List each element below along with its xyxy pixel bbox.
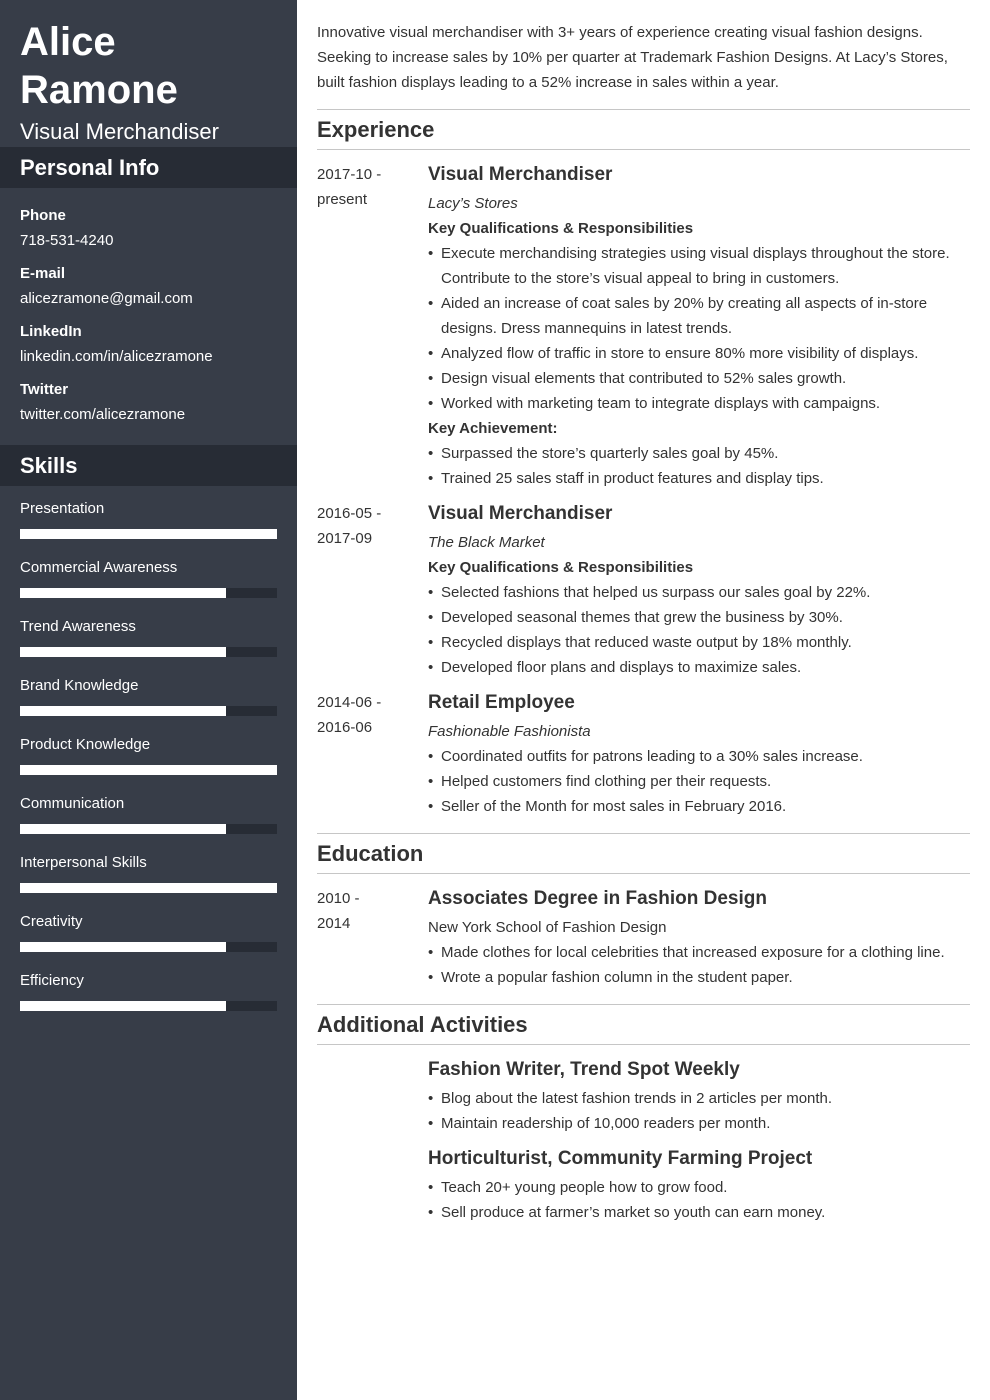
list-item: • Coordinated outfits for patrons leading to a 30% sales increase.	[428, 744, 970, 769]
candidate-first-name: Alice	[20, 20, 116, 64]
skill-bar	[20, 824, 277, 834]
skill-name: Commercial Awareness	[20, 559, 178, 576]
entry-content	[428, 162, 970, 491]
skill-bar	[20, 706, 277, 716]
list-item: • Surpassed the store’s quarterly sales goal by 45%.	[428, 441, 970, 466]
list-item: • Helped customers find clothing per their requests.	[428, 769, 970, 794]
entry-content	[428, 1057, 970, 1136]
skill-bar-fill	[20, 529, 277, 539]
list-item: • Analyzed flow of traffic in store to ensure 80% more visibility of displays.	[428, 341, 970, 366]
skill-bar-fill	[20, 1001, 226, 1011]
skill-item	[20, 732, 277, 791]
degree-title: Associates Degree in Fashion Design	[428, 888, 767, 909]
skill-bar-fill	[20, 942, 226, 952]
skill-bar	[20, 765, 277, 775]
phone-label: Phone	[20, 207, 66, 224]
responsibility-list	[428, 744, 970, 819]
personal-info-heading: Personal Info	[0, 147, 297, 188]
entry-date	[317, 690, 428, 819]
skill-item	[20, 850, 277, 909]
list-item: • Blog about the latest fashion trends in 2 articles per month.	[428, 1086, 970, 1111]
activity-list	[428, 1086, 970, 1136]
job-role: Retail Employee	[428, 692, 575, 713]
experience-entry	[317, 501, 970, 680]
skill-bar-fill	[20, 883, 277, 893]
candidate-title: Visual Merchandiser	[20, 119, 219, 144]
experience-entry	[317, 690, 970, 819]
linkedin-value[interactable]: linkedin.com/in/alicezramone	[20, 348, 213, 365]
skill-name: Brand Knowledge	[20, 677, 139, 694]
responsibility-list	[428, 241, 970, 416]
list-item: • Wrote a popular fashion column in the student paper.	[428, 965, 970, 990]
list-item: • Maintain readership of 10,000 readers per month.	[428, 1111, 970, 1136]
skill-bar-fill	[20, 706, 226, 716]
skill-bar-fill	[20, 824, 226, 834]
education-list	[428, 940, 970, 990]
personal-info-list	[0, 188, 297, 445]
skill-item	[20, 791, 277, 850]
email-value[interactable]: alicezramone@gmail.com	[20, 290, 193, 307]
date-end: 2016-06	[317, 719, 373, 736]
qualifications-heading: Key Qualifications & Responsibilities	[428, 559, 694, 576]
skill-item	[20, 968, 277, 1027]
activity-entry	[317, 1057, 970, 1136]
list-item: • Teach 20+ young people how to grow food.	[428, 1175, 970, 1200]
skill-item	[20, 555, 277, 614]
entry-content	[428, 886, 970, 990]
date-start: 2017-10 -	[317, 166, 382, 183]
list-item: • Made clothes for local celebrities that increased exposure for a clothing line.	[428, 940, 970, 965]
skill-bar	[20, 647, 277, 657]
skills-heading: Skills	[0, 445, 297, 486]
responsibility-list	[428, 580, 970, 680]
entry-content	[428, 690, 970, 819]
experience-entry	[317, 162, 970, 491]
sidebar	[0, 0, 297, 1400]
job-company: The Black Market	[428, 534, 545, 551]
skill-bar	[20, 529, 277, 539]
date-end: present	[317, 191, 368, 208]
list-item: • Selected fashions that helped us surpass our sales goal by 22%.	[428, 580, 970, 605]
activities-heading: Additional Activities	[317, 1004, 970, 1045]
profile-summary: Innovative visual merchandiser with 3+ years of experience creating visual fashion designs. Seeking to increase sales by 10% per quarter at Trademark Fashion Designs. At Lacy’s Stores, built fashion displays leading to a 52% increase in sales within a year.	[317, 24, 948, 91]
skill-name: Interpersonal Skills	[20, 854, 147, 871]
skill-name: Creativity	[20, 913, 83, 930]
activity-list	[428, 1175, 970, 1225]
skill-item	[20, 909, 277, 968]
education-entry	[317, 886, 970, 990]
entry-date	[317, 501, 428, 680]
activity-title: Horticulturist, Community Farming Project	[428, 1148, 813, 1169]
skill-name: Efficiency	[20, 972, 84, 989]
achievement-heading: Key Achievement:	[428, 420, 558, 437]
job-company: Fashionable Fashionista	[428, 723, 591, 740]
skill-name: Communication	[20, 795, 125, 812]
entry-date	[317, 886, 428, 990]
skill-bar-fill	[20, 588, 226, 598]
skill-bar	[20, 588, 277, 598]
skill-bar	[20, 1001, 277, 1011]
candidate-last-name: Ramone	[20, 68, 178, 112]
skill-item	[20, 614, 277, 673]
list-item: • Design visual elements that contributed to 52% sales growth.	[428, 366, 970, 391]
list-item: • Aided an increase of coat sales by 20% by creating all aspects of in-store designs. Dress mannequins in latest trends.	[428, 291, 970, 341]
skill-bar-fill	[20, 765, 277, 775]
twitter-label: Twitter	[20, 381, 69, 398]
entry-date	[317, 162, 428, 491]
skill-name: Trend Awareness	[20, 618, 136, 635]
date-start: 2010 -	[317, 890, 360, 907]
skill-bar-fill	[20, 647, 226, 657]
date-start: 2016-05 -	[317, 505, 382, 522]
linkedin-label: LinkedIn	[20, 323, 82, 340]
job-role: Visual Merchandiser	[428, 164, 613, 185]
skill-bar	[20, 942, 277, 952]
twitter-value[interactable]: twitter.com/alicezramone	[20, 406, 186, 423]
activity-title: Fashion Writer, Trend Spot Weekly	[428, 1059, 740, 1080]
date-end: 2017-09	[317, 530, 373, 547]
qualifications-heading: Key Qualifications & Responsibilities	[428, 220, 694, 237]
list-item: • Seller of the Month for most sales in February 2016.	[428, 794, 970, 819]
date-end: 2014	[317, 915, 351, 932]
phone-value: 718-531-4240	[20, 232, 114, 249]
skill-item	[20, 673, 277, 732]
list-item: • Worked with marketing team to integrate displays with campaigns.	[428, 391, 970, 416]
list-item: • Recycled displays that reduced waste output by 18% monthly.	[428, 630, 970, 655]
job-role: Visual Merchandiser	[428, 503, 613, 524]
main-content	[317, 20, 970, 1235]
resume-header	[0, 0, 297, 147]
activity-entry	[317, 1146, 970, 1225]
skills-list	[0, 486, 297, 1027]
list-item: • Execute merchandising strategies using visual displays throughout the store. Contribute to the store’s visual appeal to bring in customers.	[428, 241, 970, 291]
list-item: • Developed floor plans and displays to maximize sales.	[428, 655, 970, 680]
skill-name: Product Knowledge	[20, 736, 151, 753]
list-item: • Developed seasonal themes that grew the business by 30%.	[428, 605, 970, 630]
school-name: New York School of Fashion Design	[428, 919, 667, 936]
list-item: • Sell produce at farmer’s market so youth can earn money.	[428, 1200, 970, 1225]
experience-heading: Experience	[317, 109, 970, 150]
education-heading: Education	[317, 833, 970, 874]
email-label: E-mail	[20, 265, 66, 282]
entry-content	[428, 1146, 970, 1225]
achievement-list	[428, 441, 970, 491]
date-start: 2014-06 -	[317, 694, 382, 711]
skill-name: Presentation	[20, 500, 105, 517]
list-item: • Trained 25 sales staff in product features and display tips.	[428, 466, 970, 491]
job-company: Lacy’s Stores	[428, 195, 518, 212]
entry-content	[428, 501, 970, 680]
skill-bar	[20, 883, 277, 893]
skill-item	[20, 496, 277, 555]
